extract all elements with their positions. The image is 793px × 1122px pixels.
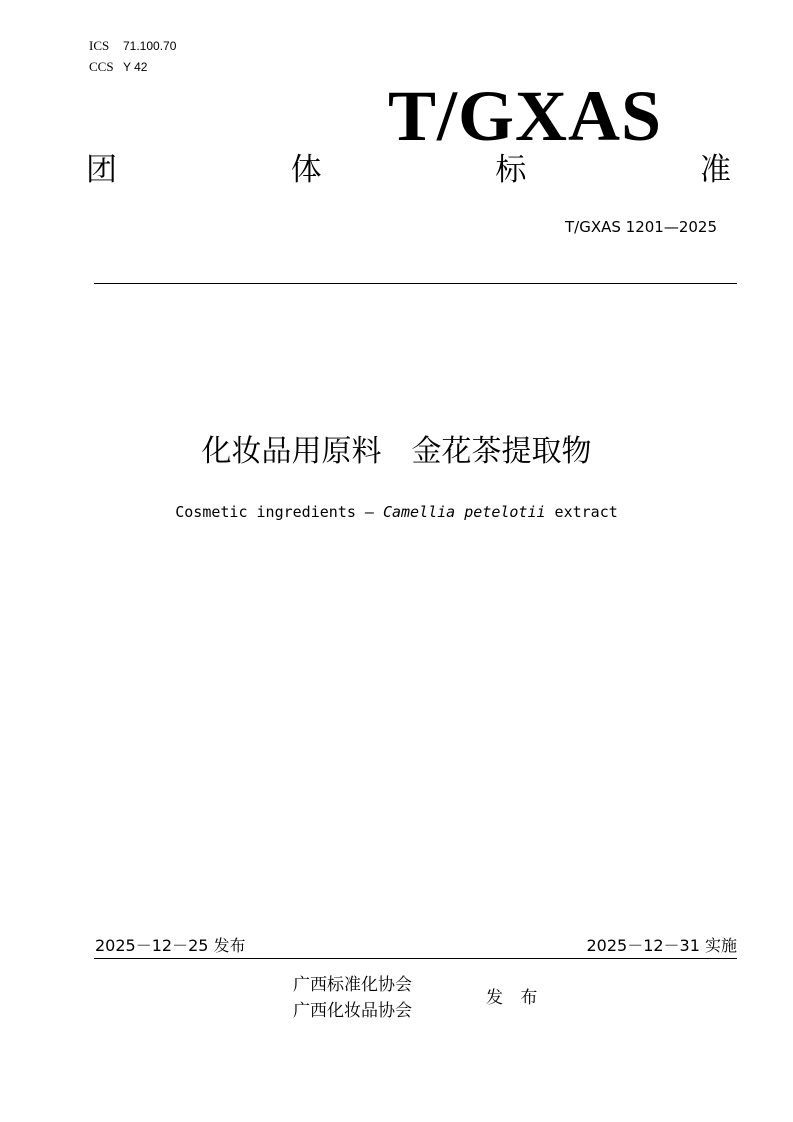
document-title-chinese: 化妆品用原料 金花茶提取物	[201, 434, 592, 469]
publisher-name: 广西化妆品协会	[293, 1001, 412, 1021]
english-title-species: Camellia petelotii	[382, 503, 546, 521]
footer-divider	[94, 958, 737, 959]
category-char: 准	[699, 152, 731, 188]
ccs-label: CCS	[89, 59, 114, 74]
english-title-prefix: Cosmetic ingredients —	[175, 503, 383, 521]
ccs-value: Y 42	[123, 60, 148, 74]
ics-code	[89, 39, 176, 53]
ics-label: ICS	[89, 38, 110, 53]
implementation-date: 2025－12－31 实施	[586, 936, 737, 955]
issue-date: 2025－12－25 发布	[95, 936, 246, 955]
category-char: 标	[495, 152, 527, 188]
category-char: 团	[86, 152, 117, 188]
document-title-english	[0, 502, 793, 522]
category-char: 体	[290, 152, 322, 188]
publisher-name: 广西标准化协会	[293, 975, 412, 995]
ccs-code	[89, 60, 147, 74]
english-title-suffix: extract	[545, 503, 618, 521]
publish-action: 发 布	[486, 988, 544, 1008]
standard-category	[86, 152, 731, 188]
standard-number: T/GXAS 1201—2025	[564, 218, 717, 236]
standard-logo: T/GXAS	[388, 76, 663, 156]
ics-value: 71.100.70	[123, 39, 177, 53]
header-divider	[94, 283, 737, 284]
